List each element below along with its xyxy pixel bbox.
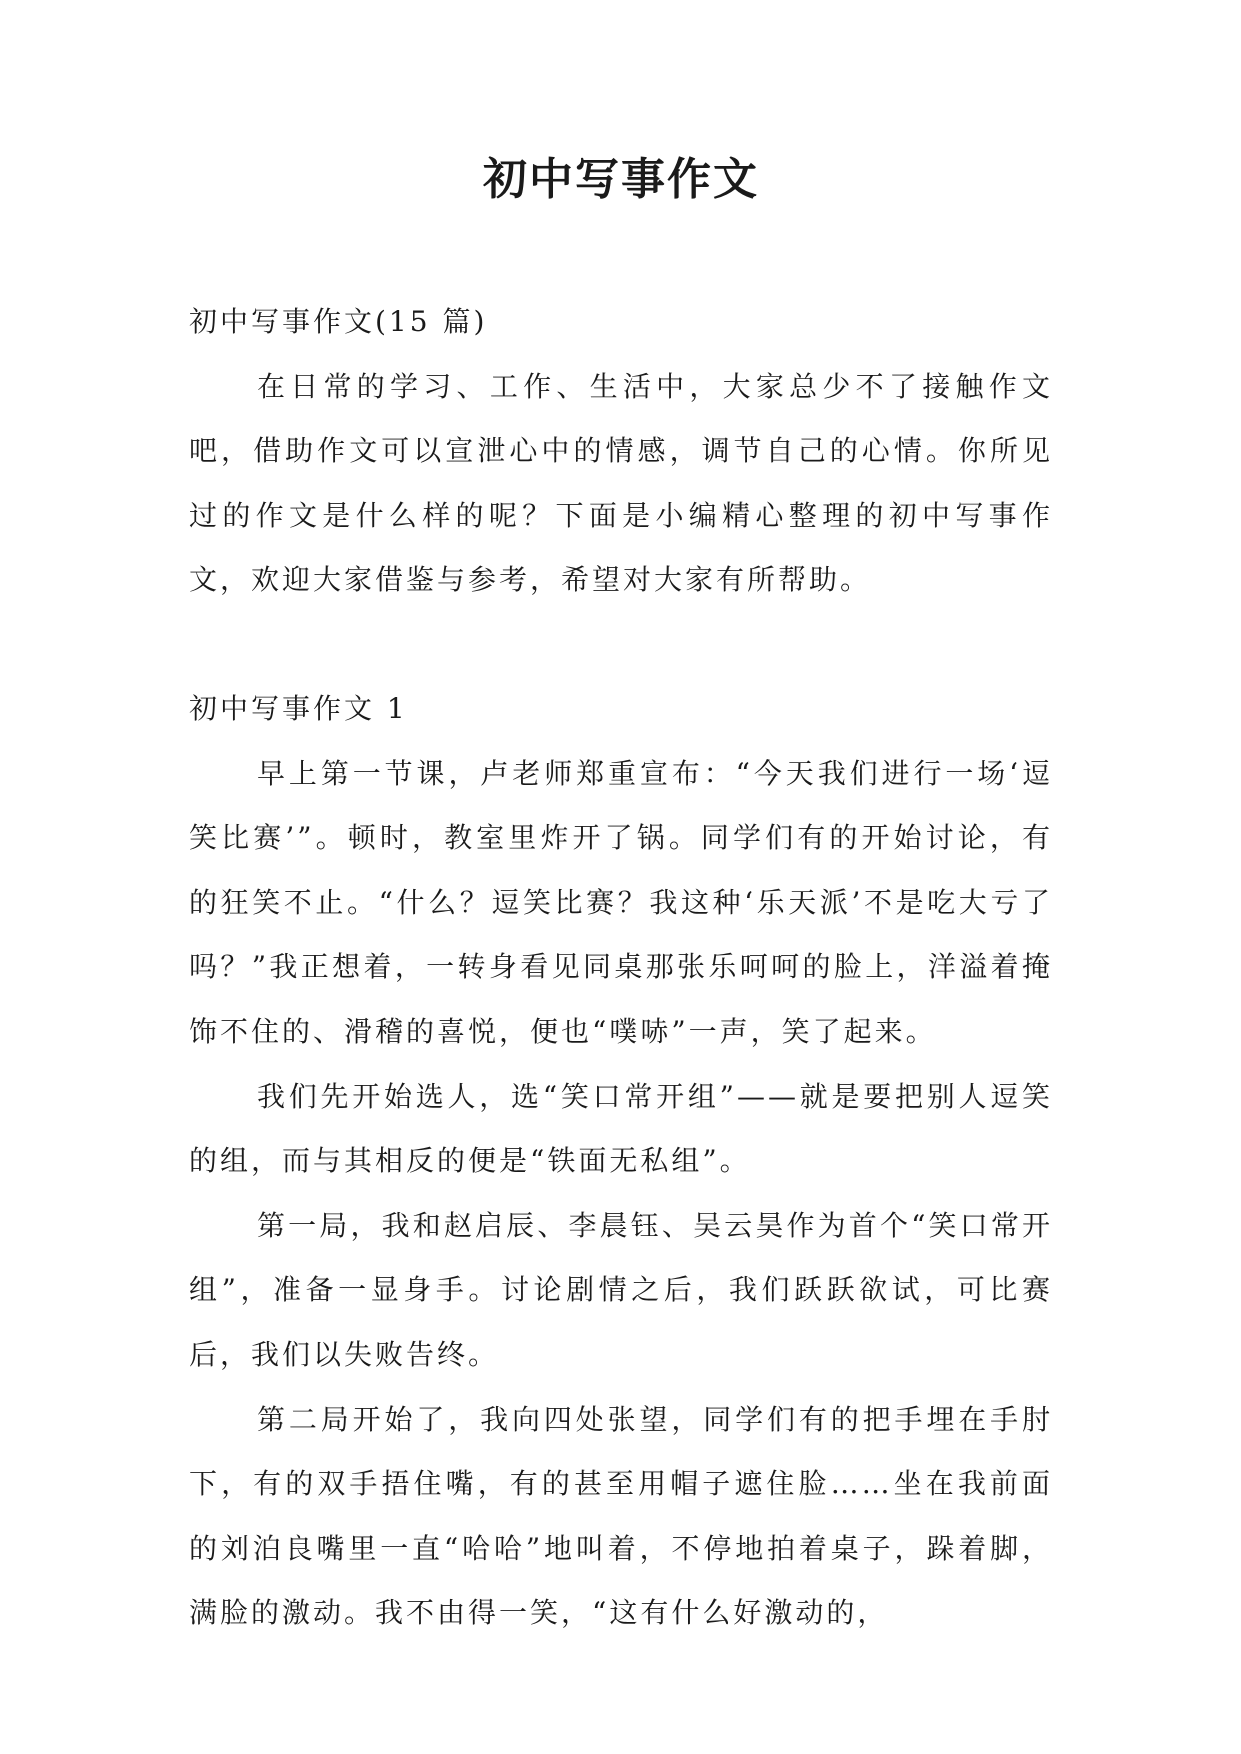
body-paragraph: 早上第一节课，卢老师郑重宣布：“今天我们进行一场‘逗笑比赛’”。顿时，教室里炸开了锅。同学们有的开始讨论，有的狂笑不止。“什么？逗笑比赛？我这种‘乐天派’不是吃大亏了吗？”我正想着，一转身看见同桌那张乐呵呵的脸上，洋溢着掩饰不住的、滑稽的喜悦，便也“噗哧”一声，笑了起来。 xyxy=(189,756,1053,1048)
body-paragraph: 第二局开始了，我向四处张望，同学们有的把手埋在手肘下，有的双手捂住嘴，有的甚至用帽子遮住脸……坐在我前面的刘泊良嘴里一直“哈哈”地叫着，不停地拍着桌子，跺着脚，满脸的激动。我不由得一笑，“这有什么好激动的， xyxy=(189,1402,1053,1630)
document-body xyxy=(189,290,1053,1646)
body-paragraph: 我们先开始选人，选“笑口常开组”——就是要把别人逗笑的组，而与其相反的便是“铁面无私组”。 xyxy=(189,1079,1053,1178)
document-title: 初中写事作文 xyxy=(483,154,759,205)
section-heading: 初中写事作文 1 xyxy=(189,691,408,725)
intro-paragraph: 在日常的学习、工作、生活中，大家总少不了接触作文吧，借助作文可以宣泄心中的情感，调节自己的心情。你所见过的作文是什么样的呢？下面是小编精心整理的初中写事作文，欢迎大家借鉴与参考，希望对大家有所帮助。 xyxy=(189,369,1053,597)
section-spacer xyxy=(189,613,1053,677)
body-paragraph: 第一局，我和赵启辰、李晨钰、吴云昊作为首个“笑口常开组”，准备一显身手。讨论剧情之后，我们跃跃欲试，可比赛后，我们以失败告终。 xyxy=(189,1208,1053,1371)
document-subtitle: 初中写事作文(15 篇) xyxy=(189,305,488,338)
